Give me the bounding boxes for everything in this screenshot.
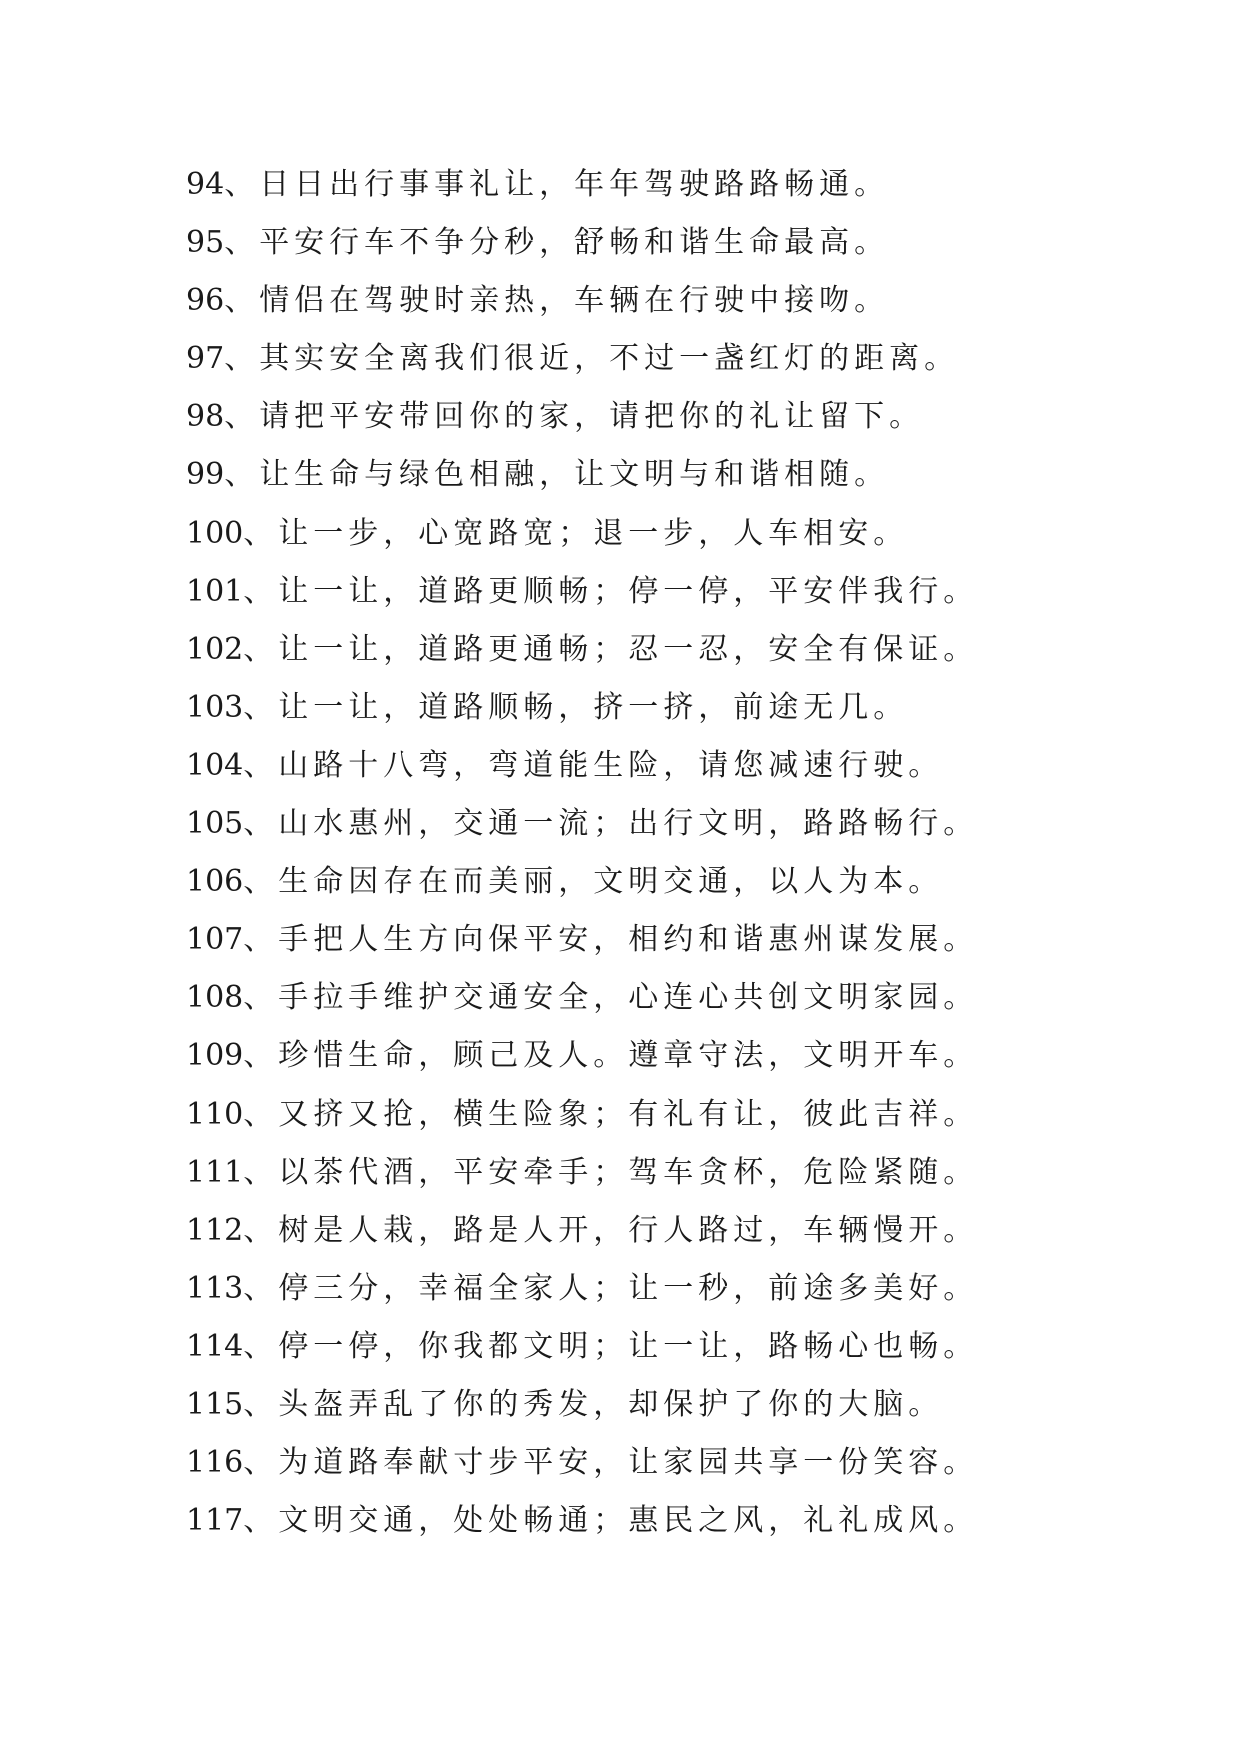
item-number: 116 bbox=[186, 1445, 244, 1481]
item-number: 115 bbox=[186, 1386, 244, 1422]
item-separator: 、 bbox=[243, 689, 279, 725]
item-number: 100 bbox=[186, 515, 244, 551]
item-number: 99 bbox=[186, 457, 225, 493]
item-separator: 、 bbox=[243, 573, 279, 609]
item-text: 日日出行事事礼让，年年驾驶路路畅通。 bbox=[259, 167, 890, 202]
item-number: 97 bbox=[186, 341, 225, 377]
list-item bbox=[186, 679, 1186, 737]
item-separator: 、 bbox=[243, 806, 279, 842]
item-text: 让一让，道路顺畅，挤一挤，前途无几。 bbox=[278, 689, 909, 725]
item-text: 头盔弄乱了你的秀发，却保护了你的大脑。 bbox=[278, 1386, 944, 1422]
item-separator: 、 bbox=[243, 1212, 279, 1248]
item-separator: 、 bbox=[243, 1038, 279, 1074]
list-item bbox=[186, 853, 1186, 911]
item-text: 珍惜生命，顾己及人。遵章守法，文明开车。 bbox=[278, 1038, 979, 1074]
item-separator: 、 bbox=[224, 225, 260, 261]
item-number: 94 bbox=[186, 167, 225, 202]
list-item bbox=[186, 1318, 1186, 1376]
list-item bbox=[186, 1086, 1186, 1144]
slogan-list bbox=[186, 156, 1186, 1550]
list-item bbox=[186, 911, 1186, 969]
item-number: 109 bbox=[186, 1038, 244, 1074]
item-number: 108 bbox=[186, 980, 244, 1016]
item-number: 96 bbox=[186, 283, 225, 319]
item-separator: 、 bbox=[224, 167, 260, 202]
list-item bbox=[186, 1492, 1186, 1550]
list-item bbox=[186, 388, 1186, 446]
item-separator: 、 bbox=[224, 399, 260, 435]
item-separator: 、 bbox=[224, 457, 260, 493]
item-separator: 、 bbox=[243, 864, 279, 900]
item-text: 以茶代酒，平安牵手；驾车贪杯，危险紧随。 bbox=[278, 1154, 979, 1190]
item-number: 95 bbox=[186, 225, 225, 261]
item-number: 111 bbox=[186, 1154, 244, 1190]
list-item bbox=[186, 737, 1186, 795]
item-number: 114 bbox=[186, 1328, 244, 1364]
item-separator: 、 bbox=[224, 283, 260, 319]
item-text: 请把平安带回你的家，请把你的礼让留下。 bbox=[259, 399, 925, 435]
list-item bbox=[186, 1027, 1186, 1085]
list-item bbox=[186, 156, 1186, 214]
item-text: 其实安全离我们很近，不过一盏红灯的距离。 bbox=[259, 341, 960, 377]
item-number: 101 bbox=[186, 573, 244, 609]
list-item bbox=[186, 1434, 1186, 1492]
item-text: 停三分，幸福全家人；让一秒，前途多美好。 bbox=[278, 1270, 979, 1306]
item-separator: 、 bbox=[243, 980, 279, 1016]
list-item bbox=[186, 563, 1186, 621]
item-text: 情侣在驾驶时亲热，车辆在行驶中接吻。 bbox=[259, 283, 890, 319]
item-number: 113 bbox=[186, 1270, 244, 1306]
item-separator: 、 bbox=[243, 515, 279, 551]
item-separator: 、 bbox=[243, 1154, 279, 1190]
item-separator: 、 bbox=[243, 922, 279, 958]
item-text: 让生命与绿色相融，让文明与和谐相随。 bbox=[259, 457, 890, 493]
item-text: 手拉手维护交通安全，心连心共创文明家园。 bbox=[278, 980, 979, 1016]
list-item bbox=[186, 1260, 1186, 1318]
item-number: 102 bbox=[186, 631, 244, 667]
item-number: 106 bbox=[186, 864, 244, 900]
item-text: 为道路奉献寸步平安，让家园共享一份笑容。 bbox=[278, 1445, 979, 1481]
item-separator: 、 bbox=[224, 341, 260, 377]
item-number: 98 bbox=[186, 399, 225, 435]
item-separator: 、 bbox=[243, 631, 279, 667]
item-separator: 、 bbox=[243, 1328, 279, 1364]
list-item bbox=[186, 330, 1186, 388]
item-separator: 、 bbox=[243, 1445, 279, 1481]
item-separator: 、 bbox=[243, 1386, 279, 1422]
item-text: 生命因存在而美丽，文明交通，以人为本。 bbox=[278, 864, 944, 900]
item-number: 103 bbox=[186, 689, 244, 725]
item-text: 让一步，心宽路宽；退一步，人车相安。 bbox=[278, 515, 909, 551]
list-item bbox=[186, 621, 1186, 679]
item-text: 平安行车不争分秒，舒畅和谐生命最高。 bbox=[259, 225, 890, 261]
item-separator: 、 bbox=[243, 1503, 279, 1539]
item-number: 107 bbox=[186, 922, 244, 958]
item-number: 104 bbox=[186, 747, 244, 783]
item-number: 110 bbox=[186, 1096, 244, 1132]
item-text: 山路十八弯，弯道能生险，请您减速行驶。 bbox=[278, 747, 944, 783]
item-text: 让一让，道路更通畅；忍一忍，安全有保证。 bbox=[278, 631, 979, 667]
list-item bbox=[186, 1376, 1186, 1434]
item-text: 山水惠州，交通一流；出行文明，路路畅行。 bbox=[278, 806, 979, 842]
item-separator: 、 bbox=[243, 747, 279, 783]
item-number: 105 bbox=[186, 806, 244, 842]
item-text: 手把人生方向保平安，相约和谐惠州谋发展。 bbox=[278, 922, 979, 958]
list-item bbox=[186, 1144, 1186, 1202]
item-text: 树是人栽，路是人开，行人路过，车辆慢开。 bbox=[278, 1212, 979, 1248]
item-separator: 、 bbox=[243, 1096, 279, 1132]
item-text: 又挤又抢，横生险象；有礼有让，彼此吉祥。 bbox=[278, 1096, 979, 1132]
item-text: 停一停，你我都文明；让一让，路畅心也畅。 bbox=[278, 1328, 979, 1364]
list-item bbox=[186, 446, 1186, 504]
item-text: 让一让，道路更顺畅；停一停，平安伴我行。 bbox=[278, 573, 979, 609]
item-number: 117 bbox=[186, 1503, 244, 1539]
list-item bbox=[186, 969, 1186, 1027]
item-separator: 、 bbox=[243, 1270, 279, 1306]
item-text: 文明交通，处处畅通；惠民之风，礼礼成风。 bbox=[278, 1503, 979, 1539]
list-item bbox=[186, 1202, 1186, 1260]
list-item bbox=[186, 795, 1186, 853]
list-item bbox=[186, 505, 1186, 563]
list-item bbox=[186, 214, 1186, 272]
item-number: 112 bbox=[186, 1212, 244, 1248]
list-item bbox=[186, 272, 1186, 330]
